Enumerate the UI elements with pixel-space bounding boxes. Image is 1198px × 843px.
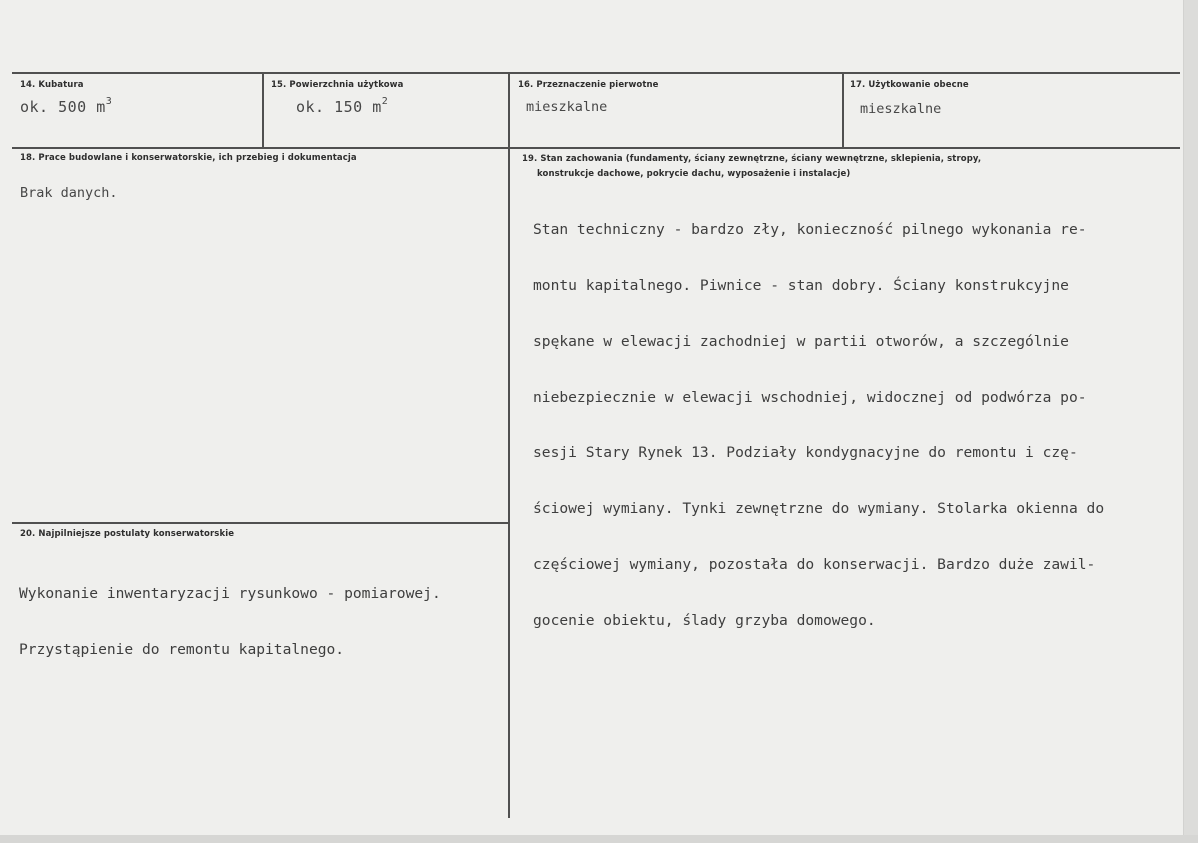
field-17-value: mieszkalne <box>860 101 942 117</box>
text-line: spękane w elewacji zachodniej w partii otworów, a szczególnie <box>533 332 1069 350</box>
field-19-label <box>522 152 981 182</box>
text-line: Stan techniczny - bardzo zły, konieczność pilnego wykonania re- <box>533 221 1087 239</box>
text-line: montu kapitalnego. Piwnice - stan dobry. Ściany konstrukcyjne <box>533 276 1069 294</box>
field-17-label: 17. Użytkowanie obecne <box>850 80 969 90</box>
divider-main <box>508 148 510 818</box>
field-18-label: 18. Prace budowlane i konserwatorskie, ich przebieg i dokumentacja <box>20 153 357 163</box>
field-20-text <box>19 548 441 697</box>
field-14-label: 14. Kubatura <box>20 80 84 90</box>
top-rule <box>12 72 1180 74</box>
text-line: Wykonanie inwentaryzacji rysunkowo - pomiarowej. <box>19 585 441 603</box>
divider-16-17 <box>842 73 844 147</box>
field-16-label: 16. Przeznaczenie pierwotne <box>518 80 659 90</box>
header-bottom-rule <box>12 147 1180 149</box>
text-line: częściowej wymiany, pozostała do konserwacji. Bardzo duże zawil- <box>533 555 1096 573</box>
text-line: niebezpiecznie w elewacji wschodniej, widocznej od podwórza po- <box>533 388 1087 406</box>
field-14-text: ok. 500 m <box>20 98 106 116</box>
field-15-text: ok. 150 m <box>296 98 382 116</box>
rule-above-20 <box>12 522 509 524</box>
text-line: Przystąpienie do remontu kapitalnego. <box>19 640 345 658</box>
card-edge-bottom <box>0 835 1198 843</box>
field-14-unit-exponent: 3 <box>105 96 113 107</box>
text-line: ściowej wymiany. Tynki zewnętrzne do wymiany. Stolarka okienna do <box>533 500 1105 518</box>
field-15-unit-exponent: 2 <box>381 96 389 107</box>
text-line: sesji Stary Rynek 13. Podziały kondygnacyjne do remontu i czę- <box>533 444 1078 462</box>
field-19-label-line-2: konstrukcje dachowe, pokrycie dachu, wyposażenie i instalacje) <box>537 169 851 179</box>
field-15-value <box>296 98 388 116</box>
text-line: gocenie obiektu, ślady grzyba domowego. <box>533 611 876 629</box>
divider-15-16 <box>508 73 510 147</box>
field-16-value: mieszkalne <box>526 99 608 115</box>
field-20-label: 20. Najpilniejsze postulaty konserwatorskie <box>20 529 235 539</box>
divider-14-15 <box>262 73 264 147</box>
field-19-text <box>533 184 1104 667</box>
field-14-value <box>20 98 112 116</box>
field-19-label-line-1: 19. Stan zachowania (fundamenty, ściany zewnętrzne, ściany wewnętrzne, sklepienia, stropy, <box>522 154 982 164</box>
card-edge-right <box>1183 0 1198 843</box>
field-15-label: 15. Powierzchnia użytkowa <box>271 80 404 90</box>
field-18-value: Brak danych. <box>20 185 118 201</box>
